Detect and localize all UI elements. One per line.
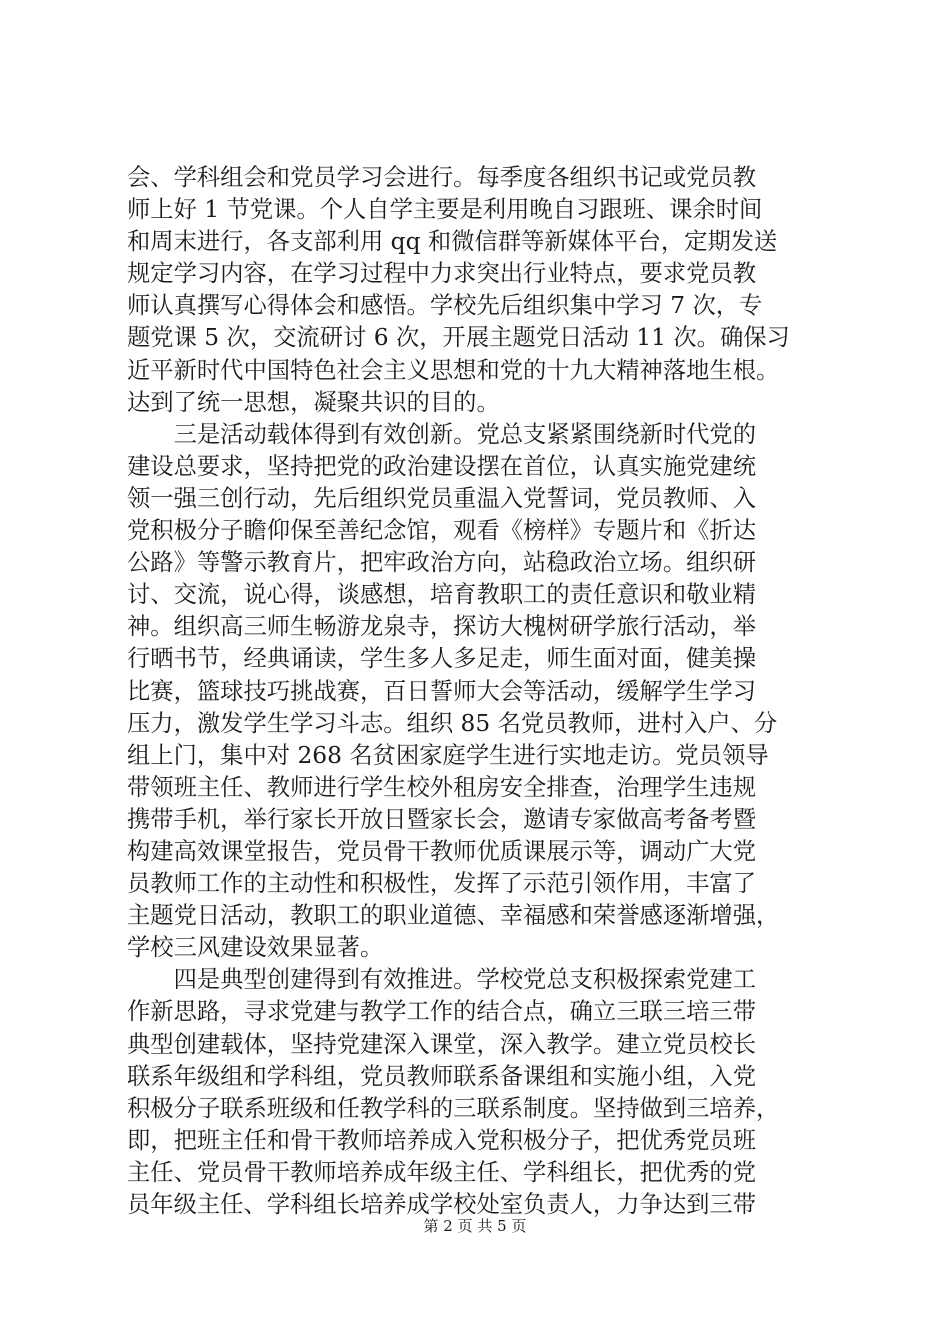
text-line: 领一强三创行动，先后组织党员重温入党誓词，党员教师、入 xyxy=(127,484,757,512)
text-line: 会、学科组会和党员学习会进行。每季度各组织书记或党员教 xyxy=(127,164,757,191)
text-line: 和周末进行，各支部利用 qq 和微信群等新媒体平台，定期发送 xyxy=(127,228,778,256)
text-line: 规定学习内容，在学习过程中力求突出行业特点，要求党员教 xyxy=(127,260,757,288)
text-line: 达到了统一思想，凝聚共识的目的。 xyxy=(127,388,500,416)
text-line: 主任、党员骨干教师培养成年级主任、学科组长，把优秀的党 xyxy=(127,1158,757,1186)
text-line: 员年级主任、学科组长培养成学校处室负责人，力争达到三带 xyxy=(127,1191,757,1218)
text-line: 典型创建载体，坚持党建深入课堂，深入教学。建立党员校长 xyxy=(127,1030,757,1058)
text-line: 公路》等警示教育片，把牢政治方向，站稳政治立场。组织研 xyxy=(127,549,757,577)
text-line: 建设总要求，坚持把党的政治建设摆在首位，认真实施党建统 xyxy=(127,452,757,480)
text-line: 构建高效课堂报告，党员骨干教师优质课展示等，调动广大党 xyxy=(127,837,757,865)
text-line: 组上门，集中对 268 名贫困家庭学生进行实地走访。党员领导 xyxy=(127,741,769,769)
text-line: 讨、交流，说心得，谈感想，培育教职工的责任意识和敬业精 xyxy=(127,581,757,609)
text-line: 积极分子联系班级和任教学科的三联系制度。坚持做到三培养， xyxy=(127,1094,780,1122)
text-line: 三是活动载体得到有效创新。党总支紧紧围绕新时代党的 xyxy=(127,420,757,448)
text-line: 压力，激发学生学习斗志。组织 85 名党员教师，进村入户、分 xyxy=(127,709,778,737)
text-line: 联系年级组和学科组，党员教师联系备课组和实施小组，入党 xyxy=(127,1062,757,1090)
page-number-footer: 第 2 页 共 5 页 xyxy=(423,1217,527,1235)
text-line: 四是典型创建得到有效推进。学校党总支积极探索党建工 xyxy=(127,966,757,994)
text-line: 党积极分子瞻仰保至善纪念馆，观看《榜样》专题片和《折达 xyxy=(127,517,757,545)
text-line: 题党课 5 次，交流研讨 6 次，开展主题党日活动 11 次。确保习 xyxy=(127,324,790,352)
body-text xyxy=(127,162,839,1221)
text-line: 学校三风建设效果显著。 xyxy=(127,934,384,962)
text-line: 携带手机，举行家长开放日暨家长会，邀请专家做高考备考暨 xyxy=(127,805,757,833)
text-line: 员教师工作的主动性和积极性，发挥了示范引领作用，丰富了 xyxy=(127,870,757,898)
text-line: 即，把班主任和骨干教师培养成入党积极分子，把优秀党员班 xyxy=(127,1126,757,1154)
text-line: 师认真撰写心得体会和感悟。学校先后组织集中学习 7 次，专 xyxy=(127,292,763,320)
text-line: 神。组织高三师生畅游龙泉寺，探访大槐树研学旅行活动，举 xyxy=(127,613,757,641)
text-line: 师上好 1 节党课。个人自学主要是利用晚自习跟班、课余时间 xyxy=(127,196,763,224)
text-line: 行晒书节，经典诵读，学生多人多足走，师生面对面，健美操 xyxy=(127,645,757,673)
text-line: 近平新时代中国特色社会主义思想和党的十九大精神落地生根。 xyxy=(127,356,780,384)
text-line: 主题党日活动，教职工的职业道德、幸福感和荣誉感逐渐增强， xyxy=(127,902,780,930)
text-line: 带领班主任、教师进行学生校外租房安全排查，治理学生违规 xyxy=(127,773,757,801)
text-line: 作新思路，寻求党建与教学工作的结合点，确立三联三培三带 xyxy=(127,998,757,1026)
text-line: 比赛，篮球技巧挑战赛，百日誓师大会等活动，缓解学生学习 xyxy=(127,677,757,705)
